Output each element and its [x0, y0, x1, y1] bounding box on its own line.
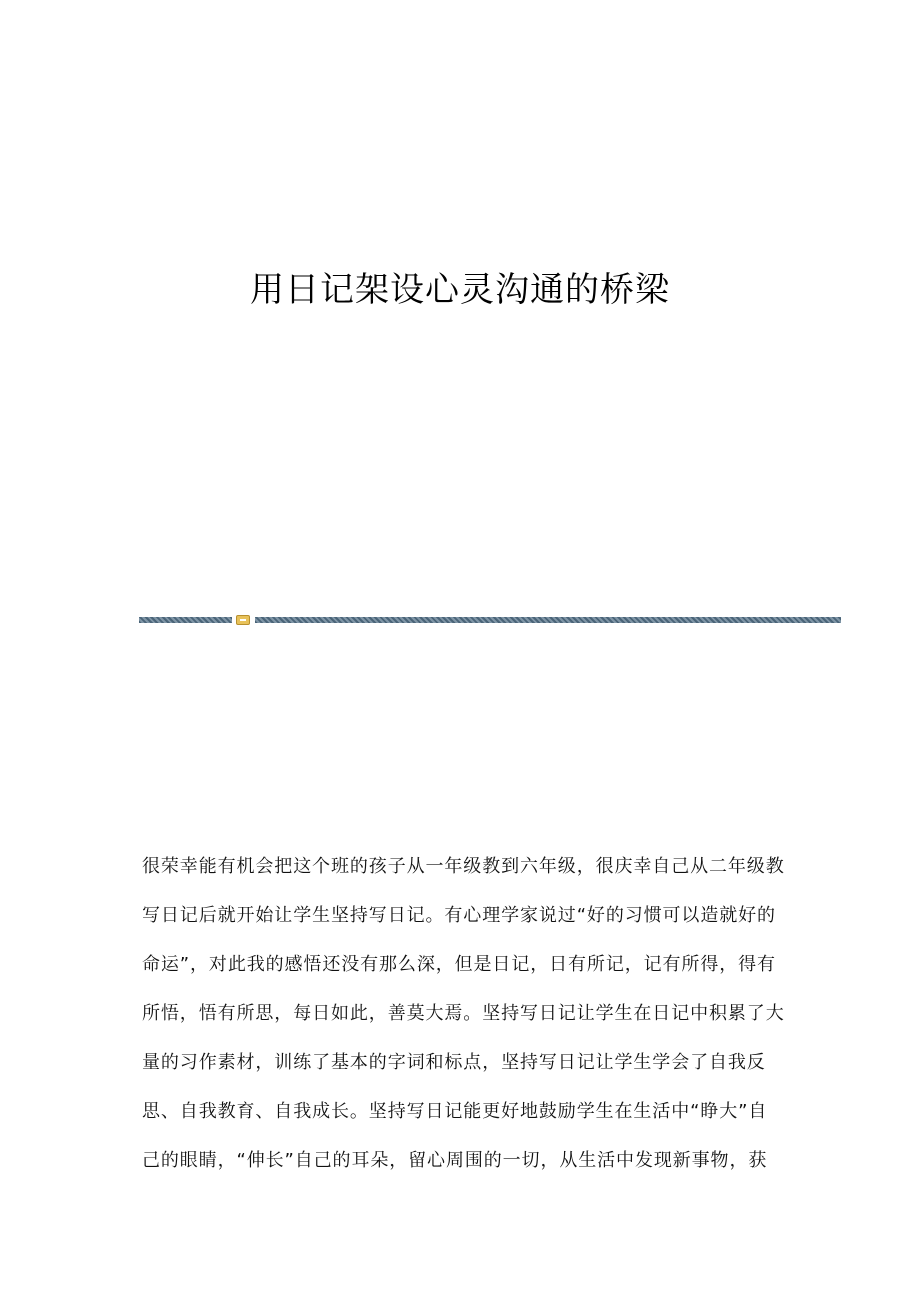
- body-paragraph: [142, 852, 785, 1195]
- paragraph-line: 量的习作素材，训练了基本的字词和标点，坚持写日记让学生学会了自我反: [142, 1052, 766, 1073]
- paragraph-line: 命运”，对此我的感悟还没有那么深，但是日记，日有所记，记有所得，得有: [142, 954, 776, 975]
- paragraph-line: 写日记后就开始让学生坚持写日记。有心理学家说过“好的习惯可以造就好的: [142, 905, 776, 926]
- section-divider: [139, 615, 841, 625]
- document-title: 用日记架设心灵沟通的桥梁: [250, 270, 670, 310]
- paragraph-line: 思、自我教育、自我成长。坚持写日记能更好地鼓励学生在生活中“睁大”自: [142, 1101, 768, 1122]
- divider-bar-left: [139, 617, 232, 623]
- divider-ornament-icon: [236, 615, 250, 625]
- divider-bar-right: [255, 617, 841, 623]
- paragraph-line: 己的眼睛，“伸长”自己的耳朵，留心周围的一切，从生活中发现新事物，获: [142, 1150, 768, 1171]
- paragraph-line: 很荣幸能有机会把这个班的孩子从一年级教到六年级，很庆幸自己从二年级教: [142, 856, 785, 877]
- paragraph-line: 所悟，悟有所思，每日如此，善莫大焉。坚持写日记让学生在日记中积累了大: [142, 1003, 785, 1024]
